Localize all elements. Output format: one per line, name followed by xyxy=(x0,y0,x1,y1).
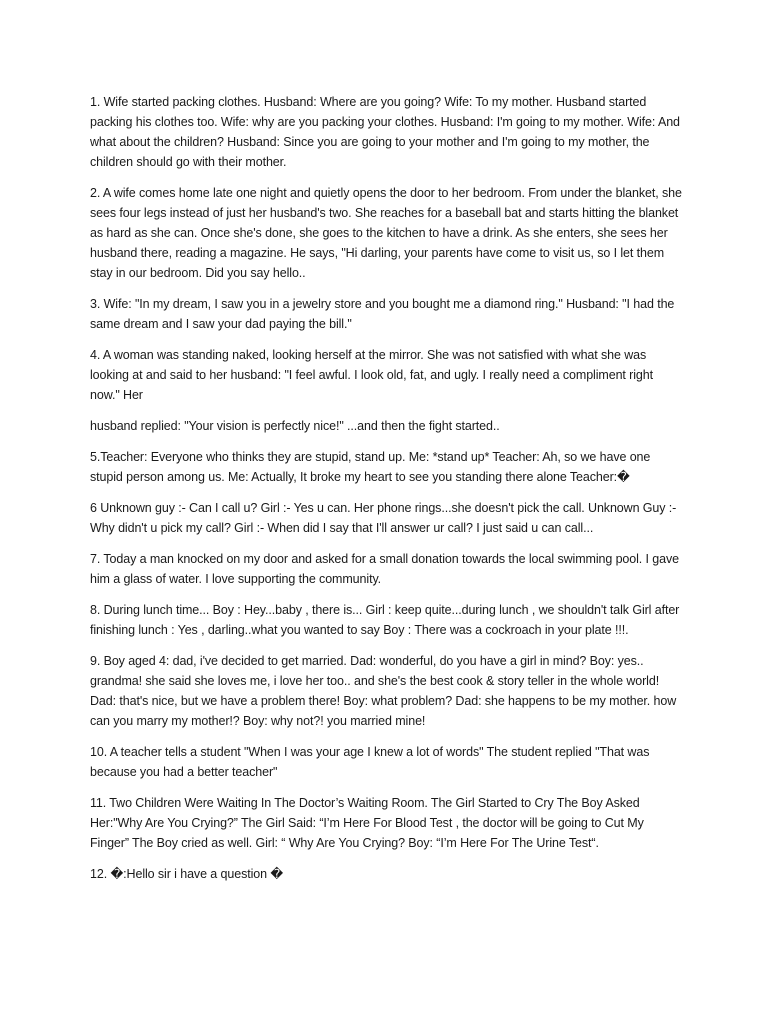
paragraph-joke-6: 6 Unknown guy :- Can I call u? Girl :- Yes u can. Her phone rings...she doesn't pick the call. Unknown Guy :- Why didn't u pick my call? Girl :- When did I say that I'll answer ur call? I just said u can call... xyxy=(90,501,677,535)
paragraph-joke-9: 9. Boy aged 4: dad, i've decided to get married. Dad: wonderful, do you have a girl in mind? Boy: yes.. grandma! she said she loves me, i love her too.. and she's the best cook & story teller in the whole world! Dad: that's nice, but we have a problem there! Boy: what problem? Dad: she happens to be my mother. how can you marry my mother!? Boy: why not?! you married mine! xyxy=(90,654,677,728)
paragraph-joke-3: 3. Wife: "In my dream, I saw you in a jewelry store and you bought me a diamond ring." Husband: "I had the same dream and I saw your dad paying the bill." xyxy=(90,297,675,331)
paragraph-joke-8: 8. During lunch time... Boy : Hey...baby , there is... Girl : keep quite...during lunch , we shouldn't talk Girl after finishing lunch : Yes , darling..what you wanted to say Boy : There was a cockroach in your plate !!!. xyxy=(90,603,680,637)
paragraph-joke-1: 1. Wife started packing clothes. Husband: Where are you going? Wife: To my mother. Husband started packing his clothes too. Wife: why are you packing your clothes. Husband: I'm going to my mother. Wife: And what about the children? Husband: Since you are going to your mother and I'm going to my mother, the children should go with their mother. xyxy=(90,95,680,169)
paragraph-joke-10: 10. A teacher tells a student "When I was your age I knew a lot of words" The student replied "That was because you had a better teacher" xyxy=(90,745,650,779)
paragraph-joke-4: 4. A woman was standing naked, looking herself at the mirror. She was not satisfied with what she was looking at and said to her husband: "I feel awful. I look old, fat, and ugly. I really need a compliment right now." Her xyxy=(90,348,653,402)
paragraph-joke-12: 12. �:Hello sir i have a question � xyxy=(90,867,284,881)
paragraph-joke-7: 7. Today a man knocked on my door and asked for a small donation towards the local swimming pool. I gave him a glass of water. I love supporting the community. xyxy=(90,552,680,586)
paragraph-joke-2: 2. A wife comes home late one night and quietly opens the door to her bedroom. From under the blanket, she sees four legs instead of just her husband's two. She reaches for a baseball bat and starts hitting the blanket as hard as she can. Once she's done, she goes to the kitchen to have a drink. As she enters, she sees her husband there, reading a magazine. He says, "Hi darling, your parents have come to visit us, so I let them stay in our bedroom. Did you say hello.. xyxy=(90,186,682,280)
paragraph-joke-11: 11. Two Children Were Waiting In The Doctor’s Waiting Room. The Girl Started to Cry The Boy Asked Her:"Why Are You Crying?” The Girl Said: “I’m Here For Blood Test , the doctor will be going to Cut My Finger” The Boy cried as well. Girl: “ Why Are You Crying? Boy: “I’m Here For The Urine Test“. xyxy=(90,796,644,850)
paragraph-joke-4-continued: husband replied: "Your vision is perfectly nice!" ...and then the fight started.. xyxy=(90,419,500,433)
paragraph-joke-5: 5.Teacher: Everyone who thinks they are stupid, stand up. Me: *stand up* Teacher: Ah, so we have one stupid person among us. Me: Actually, It broke my heart to see you standing there alone Teacher:� xyxy=(90,450,651,484)
